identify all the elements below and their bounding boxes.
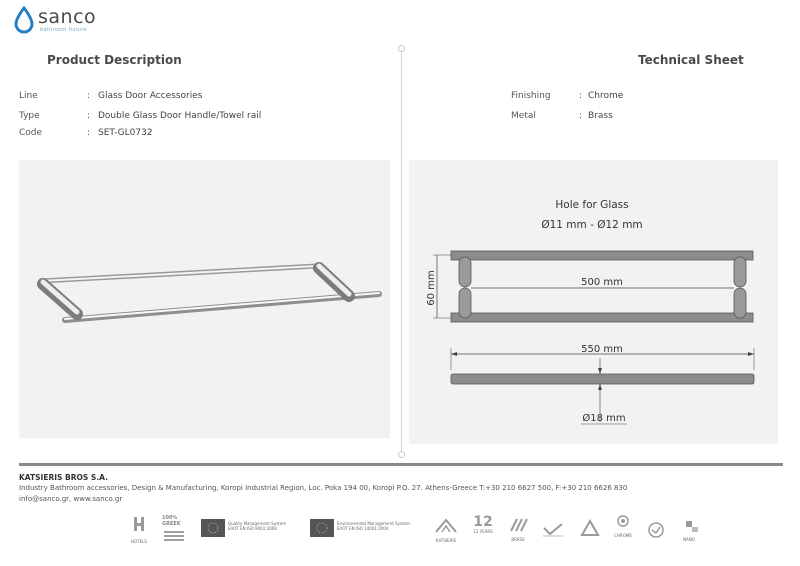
- hotels-icon: HOTELS: [128, 515, 150, 541]
- metal-sep: :: [579, 111, 583, 121]
- left-standoff-bottom: [459, 288, 471, 318]
- finishing-value: Chrome: [588, 91, 624, 101]
- iso14001-badge: Environmental Management System ΕΛΟΤ EN ISO 14001:2004: [310, 519, 416, 539]
- code-sep: :: [87, 128, 91, 138]
- total-length-label: 550 mm: [581, 344, 623, 355]
- metal-label: Metal: [511, 111, 536, 121]
- type-sep: :: [87, 111, 91, 121]
- right-standoff-bottom: [734, 288, 746, 318]
- brand-tagline: bathroom fixture: [40, 27, 87, 33]
- finishing-sep: :: [579, 91, 583, 101]
- brand-name: sanco: [38, 6, 97, 28]
- divider-bottom-dot: [398, 451, 405, 458]
- nano-icon: NANO: [678, 518, 700, 542]
- line-value: Glass Door Accessories: [98, 91, 203, 101]
- metal-value: Brass: [588, 111, 613, 121]
- type-label: Type: [19, 111, 40, 121]
- easy-install-icon: [541, 520, 565, 540]
- hole-title: Hole for Glass: [555, 199, 629, 211]
- recycle-icon: [579, 518, 601, 540]
- sanco-logo: [12, 4, 122, 36]
- company-name: KATSIERIS BROS S.A.: [19, 473, 108, 482]
- line-label: Line: [19, 91, 38, 101]
- footer-rule: [19, 463, 783, 466]
- finishing-label: Finishing: [511, 91, 551, 101]
- iso9001-badge: Quality Management System ΕΛΟΤ EN ISO 9001:2008: [201, 519, 297, 539]
- towel-rail-image: [19, 160, 390, 438]
- product-image-panel: [19, 160, 390, 438]
- drop-icon: [12, 6, 36, 34]
- katsieris-icon: KATSIERIS: [432, 516, 460, 542]
- technical-sheet-title: Technical Sheet: [638, 53, 744, 67]
- technical-drawing-panel: [409, 160, 778, 444]
- height-label: 60 mm: [426, 270, 437, 306]
- left-standoff-top: [459, 257, 471, 287]
- brass-icon: BRASS: [507, 517, 529, 541]
- divider-top-dot: [398, 45, 405, 52]
- hole-sizes: Ø11 mm - Ø12 mm: [541, 219, 643, 231]
- right-standoff-top: [734, 257, 746, 287]
- company-contact: info@sanco.gr, www.sanco.gr: [19, 495, 123, 503]
- code-label: Code: [19, 128, 43, 138]
- bottom-bar: [451, 313, 753, 322]
- greek-made-icon: 100% GREEK: [162, 515, 188, 541]
- type-value: Double Glass Door Handle/Towel rail: [98, 111, 262, 121]
- top-bar: [451, 251, 753, 260]
- center-divider: [401, 48, 402, 454]
- diameter-label: Ø18 mm: [582, 413, 626, 424]
- clean-icon: [646, 520, 666, 540]
- inner-length-label: 500 mm: [581, 277, 623, 288]
- chrome-icon: CHROME: [612, 513, 634, 543]
- warranty-12-icon: 12 12 YEARS: [473, 514, 493, 534]
- side-bar: [451, 374, 754, 384]
- product-description-title: Product Description: [47, 53, 182, 67]
- company-address: Industry Bathroom accessories, Design & Manufacturing, Koropi Industrial Region, Loc. Poka 194 00, Koropi P.O. 27. Athens-Greece T:+30 210 6627 500, F:+30 210 6626 830: [19, 484, 628, 492]
- code-value: SET-GL0732: [98, 128, 153, 138]
- technical-drawing: [409, 160, 778, 444]
- line-sep: :: [87, 91, 91, 101]
